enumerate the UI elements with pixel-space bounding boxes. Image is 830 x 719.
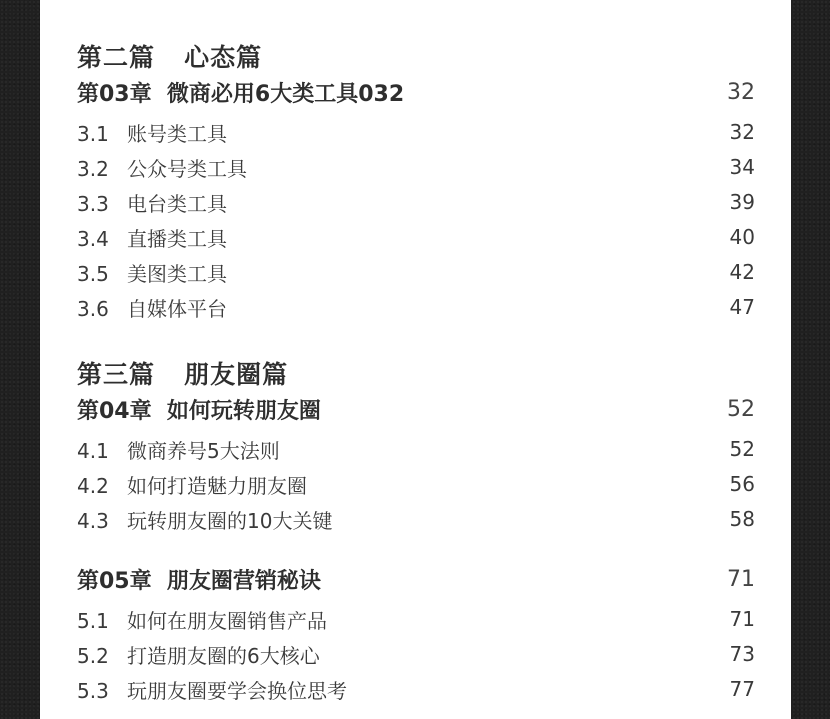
part-title: 第二篇 心态篇	[77, 43, 263, 72]
section-title: 微商养号5大法则	[127, 438, 280, 463]
chapter-entry[interactable]	[77, 394, 755, 424]
section-entry[interactable]	[77, 292, 755, 322]
chapter-title: 第05章 朋友圈营销秘诀	[77, 568, 321, 594]
section-number: 3.2	[77, 156, 109, 181]
section-title: 玩朋友圈要学会换位思考	[127, 678, 347, 703]
section-page-number: 71	[729, 607, 755, 631]
section-number: 5.2	[77, 643, 109, 668]
section-page-number: 77	[729, 677, 755, 701]
chapter-page-number: 32	[727, 79, 755, 105]
chapter-title: 第04章 如何玩转朋友圈	[77, 398, 321, 424]
section-title: 电台类工具	[127, 191, 227, 216]
part-title: 第三篇 朋友圈篇	[77, 360, 289, 389]
section-number: 4.2	[77, 473, 109, 498]
section-number: 3.5	[77, 261, 109, 286]
section-title: 账号类工具	[127, 121, 227, 146]
section-page-number: 39	[729, 190, 755, 214]
section-title: 自媒体平台	[127, 296, 227, 321]
section-entry[interactable]	[77, 257, 755, 287]
section-entry[interactable]	[77, 504, 755, 534]
section-entry[interactable]	[77, 187, 755, 217]
section-entry[interactable]	[77, 674, 755, 704]
section-number: 5.1	[77, 608, 109, 633]
section-entry[interactable]	[77, 117, 755, 147]
section-page-number: 34	[729, 155, 755, 179]
section-number: 3.4	[77, 226, 109, 251]
section-page-number: 40	[729, 225, 755, 249]
section-number: 3.6	[77, 296, 109, 321]
section-title: 如何在朋友圈销售产品	[127, 608, 327, 633]
section-entry[interactable]	[77, 152, 755, 182]
section-page-number: 73	[729, 642, 755, 666]
section-page-number: 47	[729, 295, 755, 319]
section-page-number: 56	[729, 472, 755, 496]
chapter-page-number: 52	[727, 396, 755, 422]
section-title: 玩转朋友圈的10大关键	[127, 508, 333, 533]
section-number: 4.1	[77, 438, 109, 463]
section-page-number: 32	[729, 120, 755, 144]
section-title: 打造朋友圈的6大核心	[127, 643, 320, 668]
chapter-title: 第03章 微商必用6大类工具032	[77, 81, 405, 107]
section-number: 3.3	[77, 191, 109, 216]
section-entry[interactable]	[77, 604, 755, 634]
section-entry[interactable]	[77, 222, 755, 252]
section-page-number: 58	[729, 507, 755, 531]
section-title: 如何打造魅力朋友圈	[127, 473, 307, 498]
chapter-page-number: 71	[727, 566, 755, 592]
section-number: 4.3	[77, 508, 109, 533]
section-number: 3.1	[77, 121, 109, 146]
section-entry[interactable]	[77, 434, 755, 464]
section-entry[interactable]	[77, 639, 755, 669]
section-title: 直播类工具	[127, 226, 227, 251]
chapter-entry[interactable]	[77, 77, 755, 107]
toc-page	[40, 0, 791, 719]
section-page-number: 52	[729, 437, 755, 461]
chapter-entry[interactable]	[77, 564, 755, 594]
section-entry[interactable]	[77, 469, 755, 499]
section-title: 公众号类工具	[127, 156, 247, 181]
section-title: 美图类工具	[127, 261, 227, 286]
section-number: 5.3	[77, 678, 109, 703]
section-page-number: 42	[729, 260, 755, 284]
